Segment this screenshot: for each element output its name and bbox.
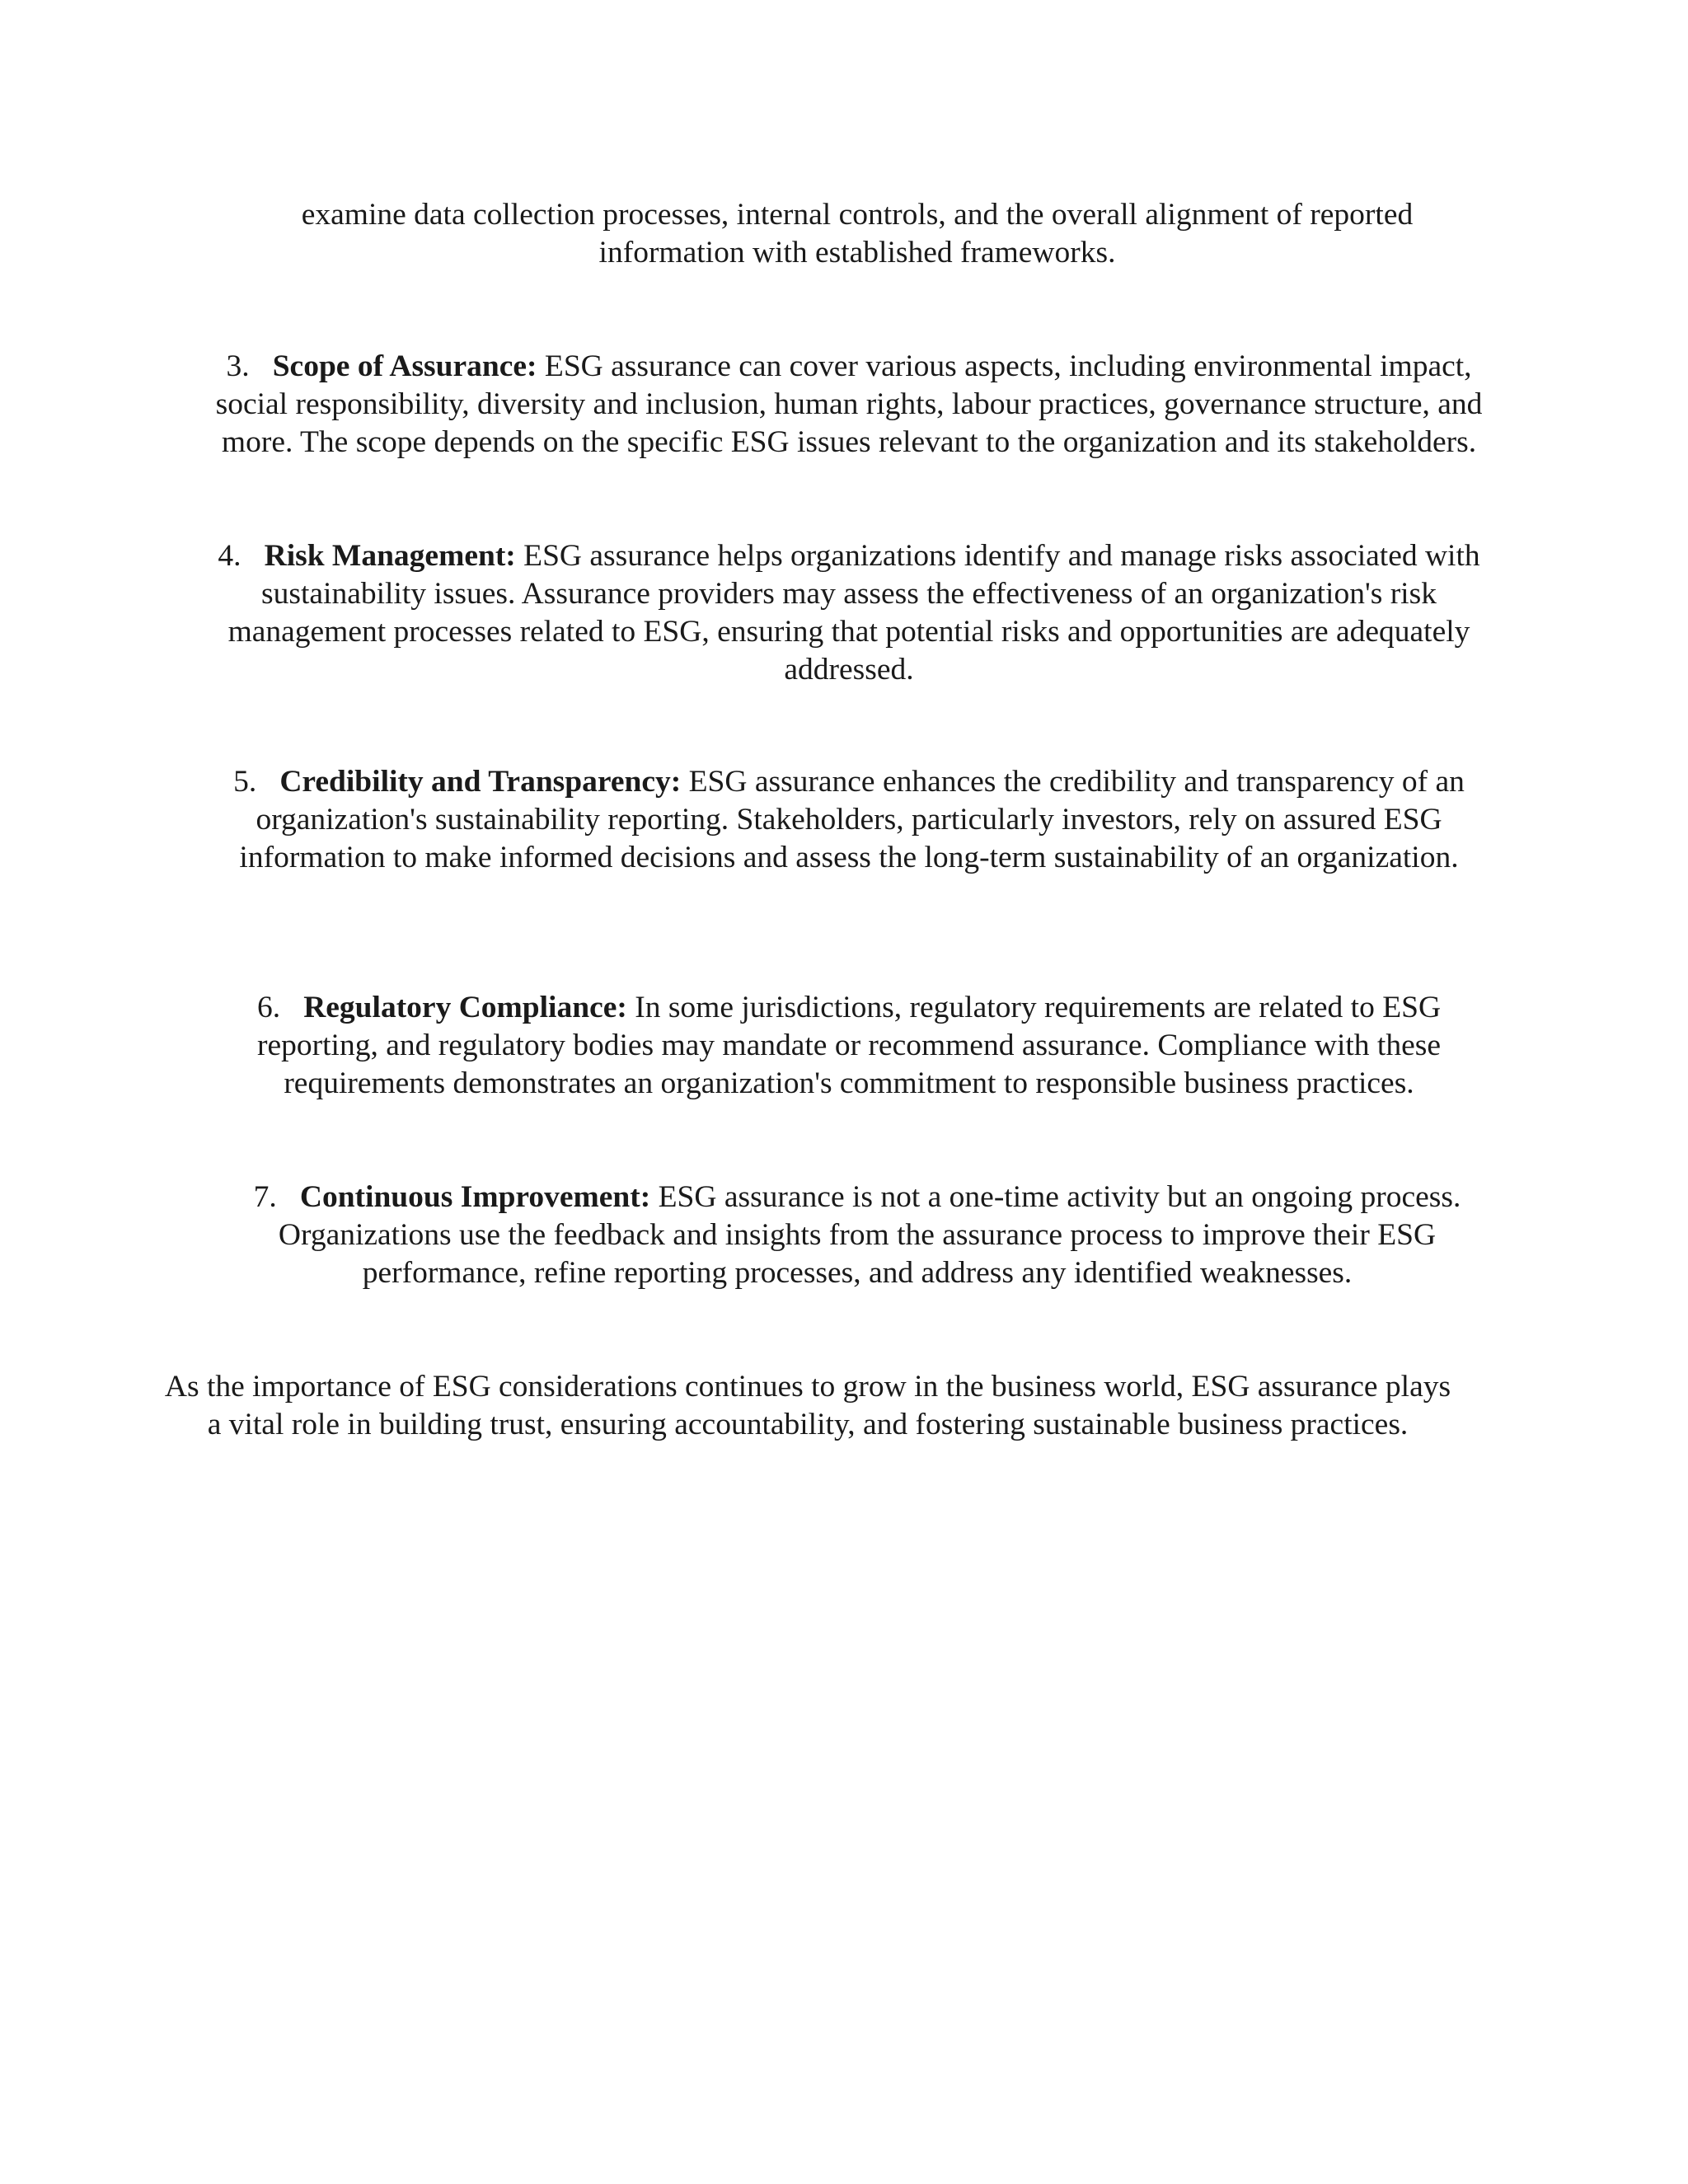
list-item-number: 6. bbox=[256, 991, 281, 1024]
list-item-text: ESG assurance is not a one-time activity but an ongoing process. Organizations use the feedback and insights from the assurance process to improve their ESG performance, refine reporting processes, and address any identified weaknesses. bbox=[278, 1180, 1461, 1290]
conclusion-text: As the importance of ESG considerations continues to grow in the business world, ESG assurance plays a vital role in building trust, ensuring accountability, and fostering sustainable business practices. bbox=[164, 1370, 1451, 1441]
list-item-term: Risk Management: bbox=[264, 539, 516, 573]
continuation-text: examine data collection processes, internal controls, and the overall alignment of reported information with established frameworks. bbox=[301, 198, 1414, 269]
list-item-continuous-improvement bbox=[239, 1179, 1475, 1292]
list-item-term: Continuous Improvement: bbox=[299, 1180, 651, 1214]
list-item-term: Scope of Assurance: bbox=[272, 349, 537, 383]
list-item-term: Credibility and Transparency: bbox=[279, 765, 682, 799]
list-item-credibility-and-transparency bbox=[190, 763, 1508, 877]
continuation-paragraph bbox=[247, 196, 1467, 272]
list-item-number: 4. bbox=[218, 539, 241, 573]
list-item-term: Regulatory Compliance: bbox=[303, 991, 627, 1024]
list-item-text: In some jurisdictions, regulatory requirements are related to ESG reporting, and regulatory bodies may mandate or recommend assurance. Compliance with these requirements demonstrates an organization's commitment to responsible business practices. bbox=[257, 991, 1442, 1100]
list-item-text: ESG assurance can cover various aspects, including environmental impact, social responsibility, diversity and inclusion, human rights, labour practices, governance structure, and more. The scope depends on the specific ESG issues relevant to the organization and its stakeholders. bbox=[215, 349, 1483, 459]
list-item-regulatory-compliance bbox=[198, 989, 1500, 1103]
list-item-number: 3. bbox=[226, 349, 250, 383]
list-item-number: 7. bbox=[253, 1180, 277, 1214]
list-item-risk-management bbox=[190, 537, 1508, 689]
list-item-number: 5. bbox=[233, 765, 257, 799]
list-item-text: ESG assurance helps organizations identify and manage risks associated with sustainability issues. Assurance providers may assess the effectiveness of an organization's risk management processes related to ESG, ensuring that potential risks and opportunities are adequately addressed. bbox=[227, 539, 1480, 687]
list-item-scope-of-assurance bbox=[214, 348, 1484, 462]
conclusion-paragraph bbox=[157, 1368, 1459, 1444]
list-item-text: ESG assurance enhances the credibility and transparency of an organization's sustainability reporting. Stakeholders, particularly investors, rely on assured ESG information to make informed decisions and assess the long-term sustainability of an organization. bbox=[239, 765, 1465, 874]
